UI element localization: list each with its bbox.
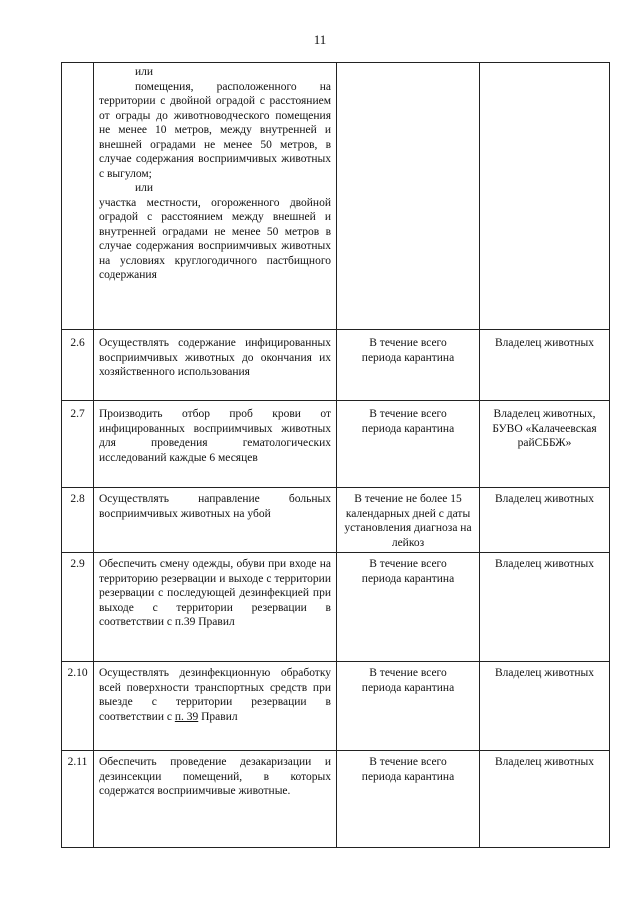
row-number-cell: 2.11 xyxy=(62,751,94,848)
rule-reference-link[interactable]: п. 39 xyxy=(174,710,199,723)
action-cell xyxy=(94,662,337,751)
term-cell xyxy=(337,751,480,848)
term-cell xyxy=(337,553,480,662)
row-number-cell: 2.6 xyxy=(62,330,94,401)
term-text: периода карантина xyxy=(361,422,455,435)
term-text: В течение всего xyxy=(369,558,447,570)
term-cell xyxy=(337,330,480,401)
term-cell xyxy=(337,63,480,330)
table-row xyxy=(62,751,610,848)
action-text: или xyxy=(135,182,154,194)
row-number-cell: 2.8 xyxy=(62,488,94,553)
term-cell xyxy=(337,488,480,553)
responsible-cell: Владелец животных, БУВО «Калачеевская райСББЖ» xyxy=(480,401,610,488)
term-text: В течение всего xyxy=(369,408,447,420)
table-row xyxy=(62,488,610,553)
action-text: участка местности, огороженного двойной оградой с расстоянием между внешней и внутренней оградами не менее 50 метров в случае содержания восприимчивых животных на условиях круглогодичного пастбищного содержания xyxy=(99,196,331,281)
responsible-cell: Владелец животных xyxy=(480,553,610,662)
table-row xyxy=(62,401,610,488)
term-text: периода карантина xyxy=(361,770,455,783)
term-text: В течение всего xyxy=(369,337,447,349)
term-text: периода карантина xyxy=(361,681,455,694)
term-cell xyxy=(337,401,480,488)
responsible-cell: Владелец животных xyxy=(480,751,610,848)
action-cell: Осуществлять содержание инфицированных восприимчивых животных до окончания их хозяйственного использования xyxy=(94,330,337,401)
term-cell xyxy=(337,662,480,751)
responsible-cell xyxy=(480,63,610,330)
responsible-cell: Владелец животных xyxy=(480,662,610,751)
responsible-cell: Владелец животных xyxy=(480,488,610,553)
action-text: Осуществлять дезинфекционную обработку всей поверхности транспортных средств при выезде с территории резервации в соответствии с xyxy=(99,667,331,723)
row-number-cell: 2.10 xyxy=(62,662,94,751)
table-row xyxy=(62,662,610,751)
action-cell: Осуществлять направление больных восприимчивых животных на убой xyxy=(94,488,337,553)
measures-table xyxy=(61,62,610,848)
row-number-cell xyxy=(62,63,94,330)
action-cell xyxy=(94,63,337,330)
term-text: периода карантина xyxy=(361,351,455,364)
action-text-tail: Правил xyxy=(198,710,238,723)
action-text: помещения, расположенного на территории с двойной оградой с расстоянием от ограды до животноводческого помещения не менее 10 метров, между внутренней и внешней оградами не менее 50 метров, в случае содержания восприимчивых животных с выгулом; xyxy=(99,80,331,180)
row-number-cell: 2.9 xyxy=(62,553,94,662)
term-text: В течение всего xyxy=(369,667,447,679)
action-cell: Обеспечить смену одежды, обуви при входе на территорию резервации и выходе с территории резервации с последующей дезинфекцией при выходе с территории резервации в соответствии с п.39 Правил xyxy=(94,553,337,662)
table-row xyxy=(62,330,610,401)
table-row-continuation xyxy=(62,63,610,330)
term-text: периода карантина xyxy=(361,572,455,585)
page-number: 11 xyxy=(313,32,327,47)
action-cell: Производить отбор проб крови от инфицированных восприимчивых животных для проведения гематологических исследований каждые 6 месяцев xyxy=(94,401,337,488)
term-text: В течение не более 15 календарных дней с даты установления диагноза на лейкоз xyxy=(344,493,472,549)
term-text: В течение всего xyxy=(369,756,447,768)
action-cell: Обеспечить проведение дезакаризации и дезинсекции помещений, в которых содержатся восприимчивые животные. xyxy=(94,751,337,848)
responsible-cell: Владелец животных xyxy=(480,330,610,401)
action-text: или xyxy=(135,66,154,78)
table-row xyxy=(62,553,610,662)
row-number-cell: 2.7 xyxy=(62,401,94,488)
